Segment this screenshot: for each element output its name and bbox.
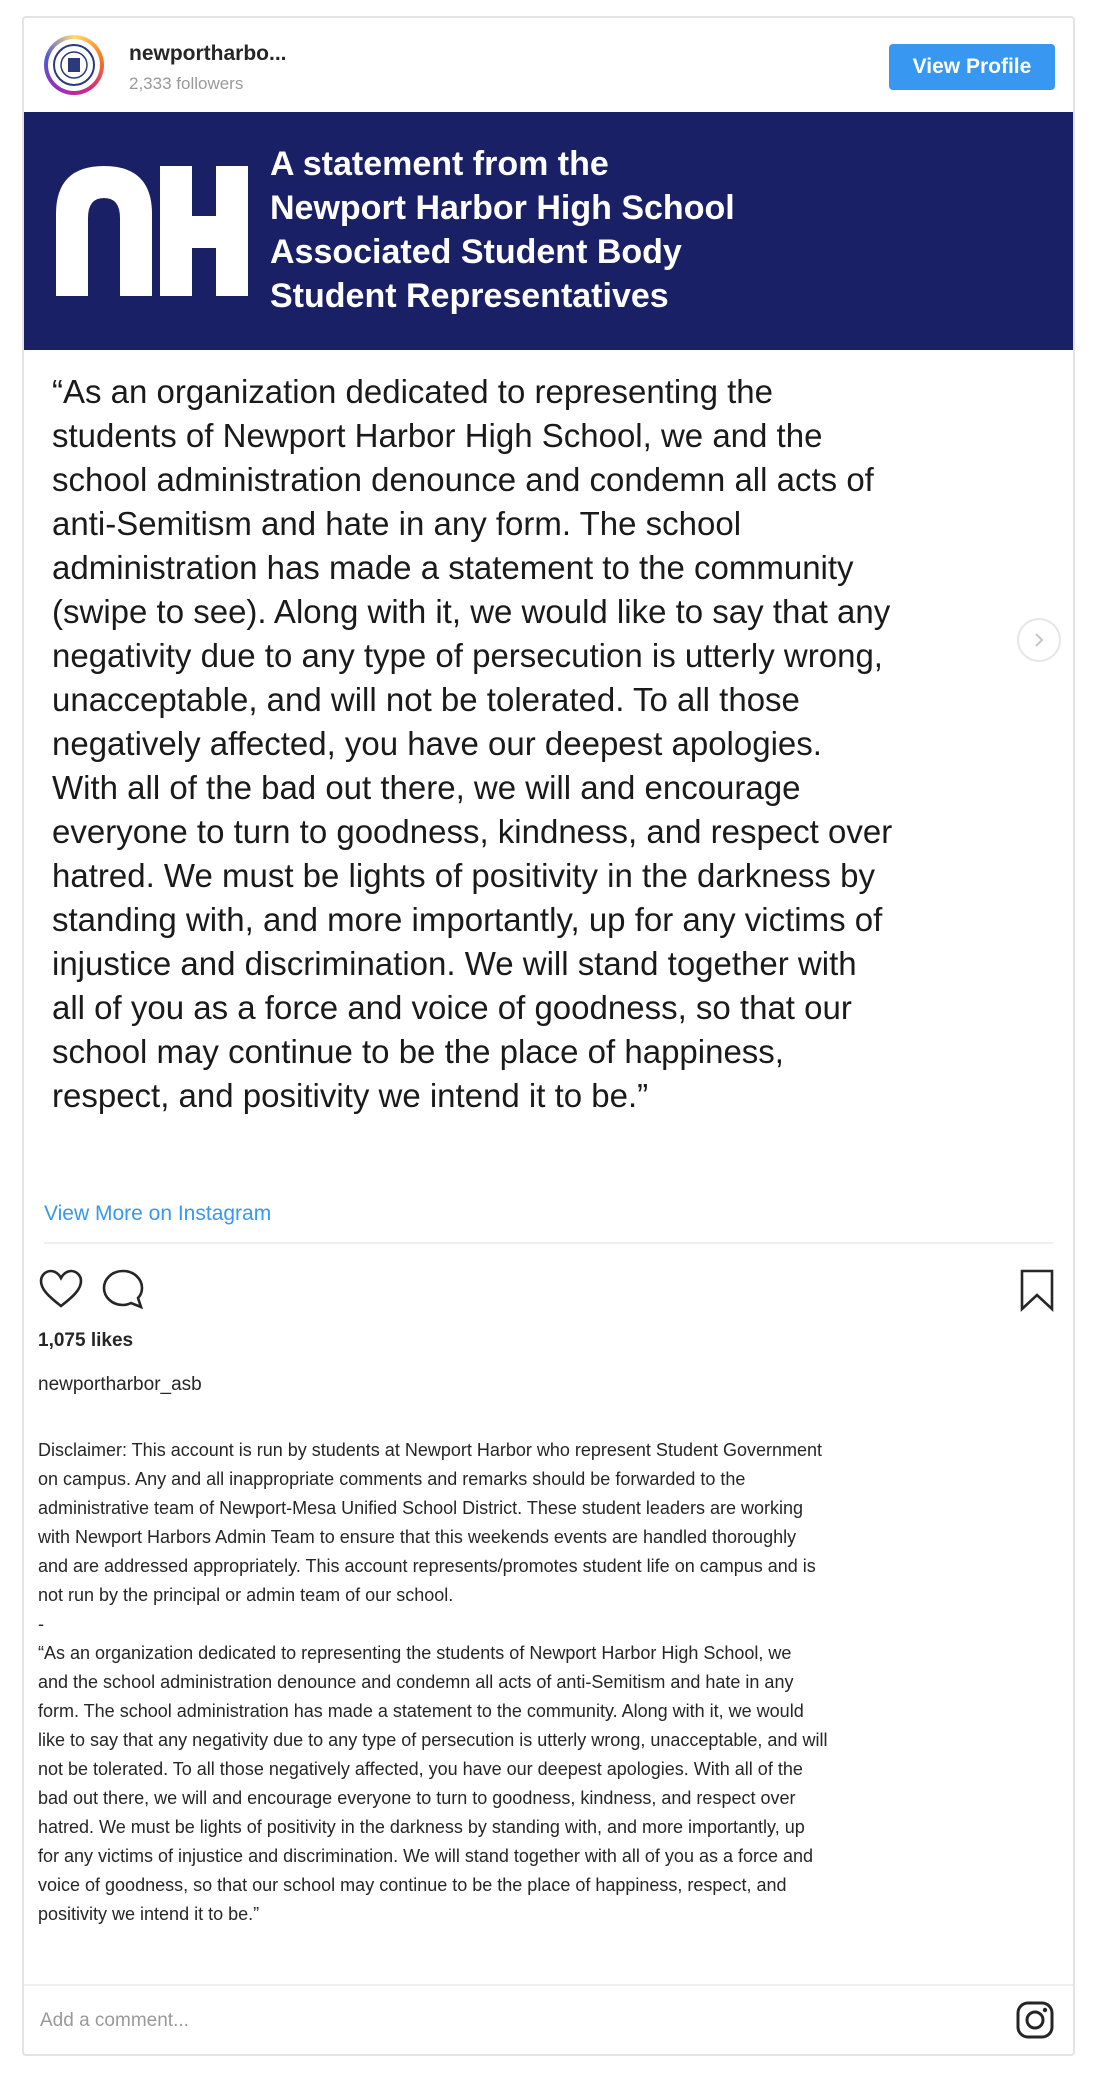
banner-line: Student Representatives bbox=[270, 277, 669, 315]
post-banner bbox=[24, 112, 1073, 350]
caption-line: - bbox=[38, 1614, 44, 1634]
statement-line: With all of the bad out there, we will and encourage bbox=[52, 769, 801, 806]
caption-line: and the school administration denounce and condemn all acts of anti-Semitism and hate in any bbox=[38, 1672, 794, 1692]
statement-line: unacceptable, and will not be tolerated. To all those bbox=[52, 681, 800, 718]
statement-line: school administration denounce and condemn all acts of bbox=[52, 461, 874, 498]
caption-line: “As an organization dedicated to representing the students of Newport Harbor High School, we bbox=[38, 1643, 792, 1663]
caption-line: not be tolerated. To all those negatively affected, you have our deepest apologies. With all of the bbox=[38, 1759, 803, 1779]
statement-text bbox=[52, 370, 1052, 1118]
divider bbox=[44, 1242, 1053, 1244]
statement-line: everyone to turn to goodness, kindness, and respect over bbox=[52, 813, 893, 850]
instagram-embed-card bbox=[22, 16, 1075, 2056]
caption-line: for any victims of injustice and discrimination. We will stand together with all of you as a force and bbox=[38, 1846, 814, 1866]
caption-line: hatred. We must be lights of positivity in the darkness by standing with, and more importantly, up bbox=[38, 1817, 805, 1837]
statement-line: school may continue to be the place of happiness, bbox=[52, 1033, 784, 1070]
caption-line: not run by the principal or admin team of our school. bbox=[38, 1585, 454, 1605]
banner-line: A statement from the bbox=[270, 145, 609, 183]
avatar[interactable] bbox=[44, 35, 104, 95]
statement-line: negatively affected, you have our deepest apologies. bbox=[52, 725, 822, 762]
comment-icon[interactable] bbox=[100, 1268, 146, 1310]
banner-heading bbox=[270, 142, 735, 318]
chevron-right-icon bbox=[1030, 631, 1048, 649]
caption-line: Disclaimer: This account is run by students at Newport Harbor who represent Student Government bbox=[38, 1440, 823, 1460]
statement-line: anti-Semitism and hate in any form. The school bbox=[52, 505, 742, 542]
caption-line: voice of goodness, so that our school may continue to be the place of happiness, respect, and bbox=[38, 1875, 787, 1895]
caption-text bbox=[38, 1436, 1058, 1929]
like-count[interactable]: 1,075 likes bbox=[38, 1330, 134, 1351]
statement-line: negativity due to any type of persecution is utterly wrong, bbox=[52, 637, 883, 674]
statement-line: hatred. We must be lights of positivity in the darkness by bbox=[52, 857, 875, 894]
view-profile-button[interactable]: View Profile bbox=[889, 44, 1055, 90]
nh-logo bbox=[48, 156, 258, 306]
caption-line: positivity we intend it to be.” bbox=[38, 1904, 260, 1924]
statement-line: (swipe to see). Along with it, we would like to say that any bbox=[52, 593, 891, 630]
caption-line: administrative team of Newport-Mesa Unified School District. These student leaders are working bbox=[38, 1498, 803, 1518]
statement-line: standing with, and more importantly, up for any victims of bbox=[52, 901, 883, 938]
statement-line: respect, and positivity we intend it to be.” bbox=[52, 1077, 649, 1114]
next-slide-button[interactable] bbox=[1017, 618, 1061, 662]
caption-line: bad out there, we will and encourage everyone to turn to goodness, kindness, and respect over bbox=[38, 1788, 796, 1808]
banner-line: Newport Harbor High School bbox=[270, 189, 735, 227]
caption-line: on campus. Any and all inappropriate comments and remarks should be forwarded to the bbox=[38, 1469, 746, 1489]
statement-line: students of Newport Harbor High School, we and the bbox=[52, 417, 823, 454]
caption-line: with Newport Harbors Admin Team to ensure that this weekends events are handled thoroughly bbox=[38, 1527, 797, 1547]
statement-line: administration has made a statement to the community bbox=[52, 549, 854, 586]
caption-line: and are addressed appropriately. This account represents/promotes student life on campus and is bbox=[38, 1556, 816, 1576]
statement-line: all of you as a force and voice of goodness, so that our bbox=[52, 989, 852, 1026]
caption-line: form. The school administration has made a statement to the community. Along with it, we would bbox=[38, 1701, 804, 1721]
view-more-link[interactable]: View More on Instagram bbox=[44, 1202, 272, 1225]
instagram-icon[interactable] bbox=[1015, 2000, 1055, 2040]
statement-line: injustice and discrimination. We will stand together with bbox=[52, 945, 857, 982]
statement-line: “As an organization dedicated to representing the bbox=[52, 373, 773, 410]
heart-icon[interactable] bbox=[38, 1268, 84, 1310]
username[interactable]: newportharbo... bbox=[129, 42, 287, 65]
bookmark-icon[interactable] bbox=[1019, 1268, 1055, 1312]
school-seal-icon bbox=[52, 43, 96, 87]
follower-count: 2,333 followers bbox=[129, 74, 244, 93]
caption-username[interactable]: newportharbor_asb bbox=[38, 1374, 202, 1395]
banner-line: Associated Student Body bbox=[270, 233, 682, 271]
caption-line: like to say that any negativity due to any type of persecution is utterly wrong, unacceptable, and will bbox=[38, 1730, 828, 1750]
comment-input[interactable] bbox=[38, 2002, 942, 2040]
comment-bar bbox=[24, 1986, 1073, 2056]
post-header bbox=[24, 18, 1073, 112]
